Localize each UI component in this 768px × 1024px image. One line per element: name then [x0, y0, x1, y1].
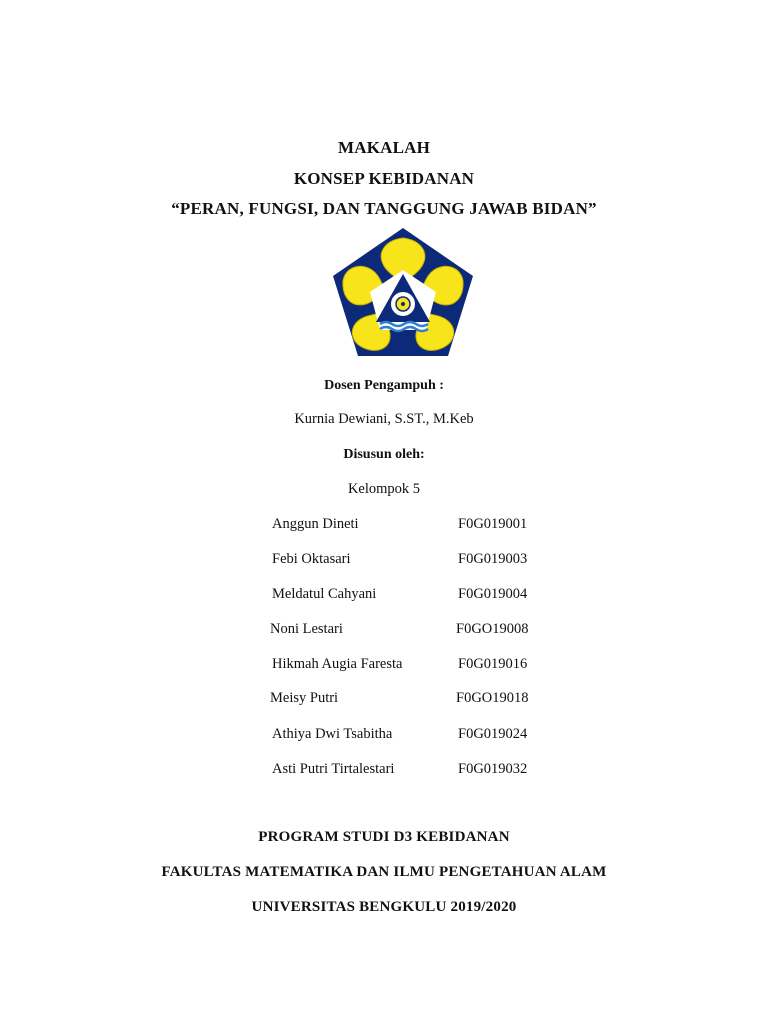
- title-subject: KONSEP KEBIDANAN: [293, 169, 475, 188]
- member-id: F0G019003: [458, 551, 528, 567]
- program-name: PROGRAM STUDI D3 KEBIDANAN: [258, 829, 510, 845]
- member-id: F0G019004: [458, 586, 528, 602]
- member-name: Hikmah Augia Faresta: [272, 656, 403, 672]
- member-id: F0GO19018: [456, 690, 529, 706]
- title-makalah: MAKALAH: [337, 138, 431, 157]
- member-name: Asti Putri Tirtalestari: [272, 761, 395, 777]
- compiled-label: Disusun oleh:: [343, 447, 425, 462]
- member-name: Anggun Dineti: [272, 516, 359, 532]
- title-topic: “PERAN, FUNGSI, DAN TANGGUNG JAWAB BIDAN”: [171, 199, 597, 218]
- member-id: F0G019001: [458, 516, 528, 532]
- group-name: Kelompok 5: [347, 481, 421, 497]
- faculty-name: FAKULTAS MATEMATIKA DAN ILMU PENGETAHUAN ALAM: [161, 864, 607, 880]
- member-name: Febi Oktasari: [272, 551, 351, 567]
- university-name: UNIVERSITAS BENGKULU 2019/2020: [251, 899, 517, 915]
- member-name: Meldatul Cahyani: [272, 586, 377, 602]
- member-id: F0G019016: [458, 656, 528, 672]
- lecturer-label: Dosen Pengampuh :: [324, 378, 444, 393]
- member-name: Meisy Putri: [270, 690, 339, 706]
- university-emblem-icon: [330, 226, 476, 360]
- member-id: F0GO19008: [456, 621, 529, 637]
- member-name: Noni Lestari: [270, 621, 343, 637]
- member-name: Athiya Dwi Tsabitha: [272, 726, 393, 742]
- member-id: F0G019024: [458, 726, 528, 742]
- lecturer-name: Kurnia Dewiani, S.ST., M.Keb: [294, 411, 474, 427]
- member-id: F0G019032: [458, 761, 528, 777]
